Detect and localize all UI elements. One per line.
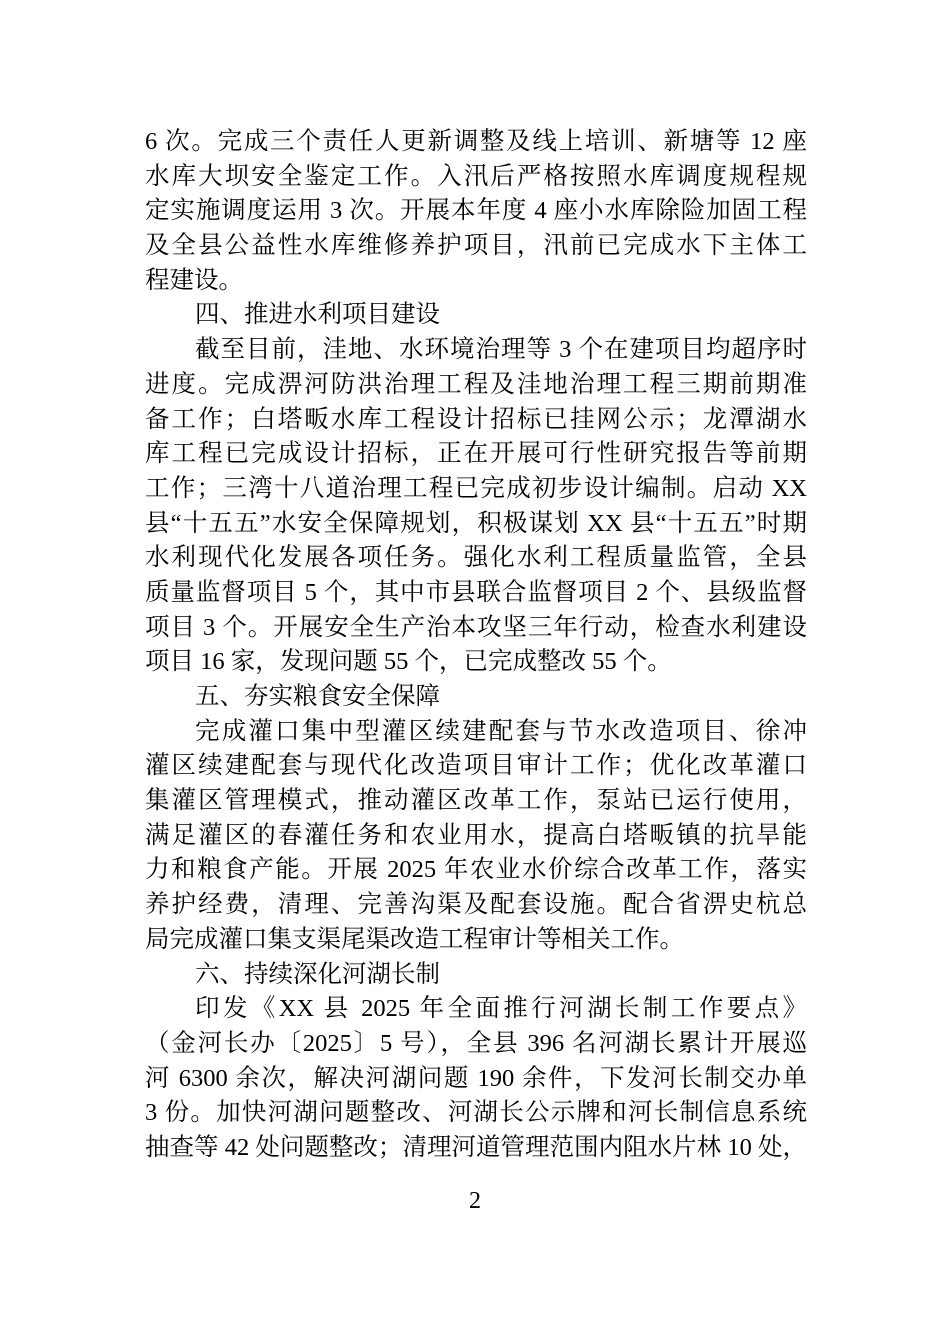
page-number: 2	[469, 1188, 481, 1214]
paragraph	[145, 992, 807, 1165]
heading-text: 四、推进水利项目建设	[195, 301, 440, 329]
text-line: 河 6300 余次，解决河湖问题 190 余件，下发河长制交办单	[145, 1064, 807, 1092]
text-line: 水利现代化发展各项任务。强化水利工程质量监管，全县	[145, 544, 807, 572]
heading-text: 六、持续深化河湖长制	[195, 960, 440, 988]
text-line: 项目 3 个。开展安全生产治本攻坚三年行动，检查水利建设	[145, 613, 807, 641]
text-line: 完成灌口集中型灌区续建配套与节水改造项目、徐冲	[195, 717, 807, 745]
text-line: 备工作；白塔畈水库工程设计招标已挂网公示；龙潭湖水	[145, 405, 807, 433]
text-line: 满足灌区的春灌任务和农业用水，提高白塔畈镇的抗旱能	[145, 821, 807, 849]
text-line: 程建设。	[145, 266, 243, 294]
text-line: 质量监督项目 5 个，其中市县联合监督项目 2 个、县级监督	[145, 578, 807, 606]
text-line: 集灌区管理模式，推动灌区改革工作，泵站已运行使用，	[145, 787, 807, 815]
paragraph	[145, 715, 807, 958]
text-line: （金河长办〔2025〕5 号），全县 396 名河湖长累计开展巡	[145, 1029, 807, 1057]
section-heading	[145, 680, 807, 715]
text-line: 截至目前，洼地、水环境治理等 3 个在建项目均超序时	[195, 336, 807, 364]
paragraph	[145, 125, 807, 298]
text-line: 及全县公益性水库维修养护项目，汛前已完成水下主体工	[145, 232, 807, 260]
section-heading	[145, 958, 807, 993]
section-heading	[145, 298, 807, 333]
text-line: 灌区续建配套与现代化改造项目审计工作；优化改革灌口	[145, 752, 807, 780]
paragraph	[145, 333, 807, 680]
text-line: 县“十五五”水安全保障规划，积极谋划 XX 县“十五五”时期	[145, 509, 807, 537]
text-line: 抽查等 42 处问题整改；清理河道管理范围内阻水片林 10 处，	[145, 1133, 807, 1161]
text-line: 力和粮食产能。开展 2025 年农业水价综合改革工作，落实	[145, 856, 807, 884]
text-line: 局完成灌口集支渠尾渠改造工程审计等相关工作。	[145, 925, 684, 953]
text-line: 3 份。加快河湖问题整改、河湖长公示牌和河长制信息系统	[145, 1099, 807, 1127]
text-line: 库工程已完成设计招标，正在开展可行性研究报告等前期	[145, 440, 807, 468]
text-line: 水库大坝安全鉴定工作。入汛后严格按照水库调度规程规	[145, 162, 807, 190]
text-line: 印发《XX 县 2025 年全面推行河湖长制工作要点》	[195, 995, 807, 1023]
text-line: 进度。完成淠河防洪治理工程及洼地治理工程三期前期准	[145, 370, 807, 398]
text-line: 养护经费，清理、完善沟渠及配套设施。配合省淠史杭总	[145, 891, 807, 919]
text-line: 定实施调度运用 3 次。开展本年度 4 座小水库除险加固工程	[145, 197, 807, 225]
document-body	[145, 125, 807, 1166]
text-line: 工作；三湾十八道治理工程已完成初步设计编制。启动 XX	[145, 474, 807, 502]
heading-text: 五、夯实粮食安全保障	[195, 683, 440, 710]
text-line: 6 次。完成三个责任人更新调整及线上培训、新塘等 12 座	[145, 128, 807, 155]
text-line: 项目 16 家，发现问题 55 个，已完成整改 55 个。	[145, 648, 672, 676]
